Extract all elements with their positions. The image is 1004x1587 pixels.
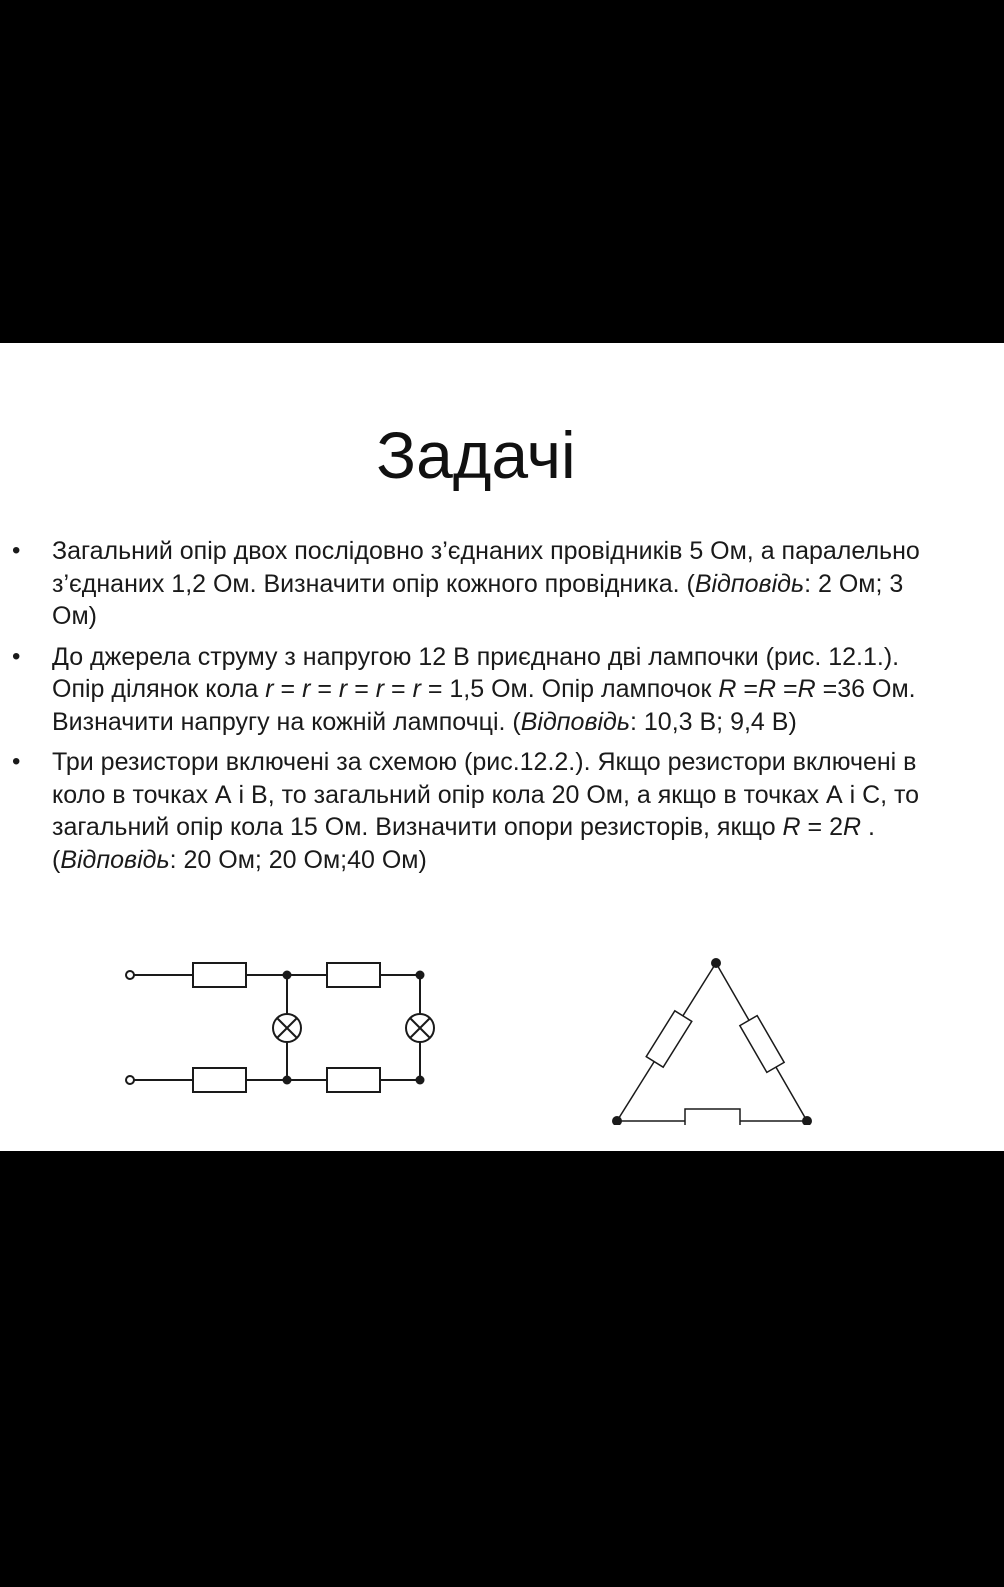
r-symbol: r [265, 675, 274, 703]
resistor-bottom-side [685, 1109, 740, 1125]
R-symbol: R [843, 813, 862, 841]
lamp-2 [406, 1014, 434, 1042]
task-3 [0, 746, 1004, 876]
r-symbol: r [302, 675, 311, 703]
task-1-text: Загальний опір двох послідовно з’єднаних провідників 5 Ом, а паралельно з’єднаних 1,2 Ом. Визначити опір кожного провідника. ( [52, 537, 920, 598]
R-symbol: R [782, 813, 801, 841]
junction-dot [283, 971, 292, 980]
resistor-bottom-left [193, 1068, 246, 1092]
bullet: • [12, 642, 21, 670]
circuit-figures [0, 925, 1004, 1125]
task-list [0, 535, 1004, 884]
task-3-answer-label: Відповідь [60, 845, 170, 874]
task-2-text-b: = 1,5 Ом. Опір лампочок [420, 675, 719, 703]
resistor-top-left [193, 963, 246, 987]
triangle-circuit-diagram [612, 958, 812, 1125]
task-1 [0, 535, 1004, 633]
r-symbol: r [338, 675, 348, 703]
equals: = [783, 675, 798, 703]
junction-dot [416, 971, 425, 980]
junction-dot [416, 1076, 425, 1085]
slide-title: Задачі [376, 418, 576, 492]
r-symbol: r [412, 675, 421, 703]
task-2 [0, 641, 1004, 739]
R-symbol: R [758, 675, 777, 703]
input-terminal-top [126, 971, 134, 979]
R-symbol: R [797, 675, 816, 703]
task-2-answer-label: Відповідь [520, 707, 631, 736]
slide [0, 343, 1004, 1151]
resistor-bottom-right [327, 1068, 380, 1092]
equals: = [384, 675, 413, 703]
task-2-text-a: До джерела струму з напругою 12 В приєднано дві лампочки (рис. 12.1.). Опір ділянок кола [52, 642, 900, 703]
task-1-answer-label: Відповідь [694, 569, 805, 598]
equals: = [736, 675, 759, 703]
vertex-dot [711, 958, 721, 968]
bridge-circuit-diagram [126, 963, 434, 1092]
input-terminal-bottom [126, 1076, 134, 1084]
bullet: • [12, 748, 21, 775]
task-2-text-c: =36 Ом. Визначити напругу на кожній лампочці. ( [52, 675, 916, 736]
vertex-dot [612, 1116, 622, 1125]
task-1-answer: : 2 Ом; 3 Ом) [52, 569, 904, 630]
task-3-answer: : 20 Ом; 20 Ом;40 Ом) [169, 845, 427, 874]
equals: = [310, 675, 339, 703]
bullet: • [12, 537, 21, 564]
lamp-1 [273, 1014, 301, 1042]
junction-dot [283, 1076, 292, 1085]
equals: = [273, 675, 303, 703]
r-symbol: r [375, 675, 385, 703]
equals: = [347, 675, 376, 703]
resistor-right-side [740, 1016, 784, 1073]
task-3-text: Три резистори включені за схемою (рис.12.2.). Якщо резистори включені в коло в точках А і В, то загальний опір кола 20 Ом, а якщо в точках А і С, то загальний опір кола 15 Ом. Визначити опори резисторів, якщо [52, 748, 920, 841]
resistor-top-right [327, 963, 380, 987]
task-3-tail: . ( [52, 813, 875, 874]
task-3-mid: = 2 [800, 813, 844, 841]
vertex-dot [802, 1116, 812, 1125]
resistor-left-side [646, 1011, 692, 1067]
R-symbol: R [718, 675, 737, 703]
task-2-answer: : 10,3 В; 9,4 В) [630, 707, 797, 736]
